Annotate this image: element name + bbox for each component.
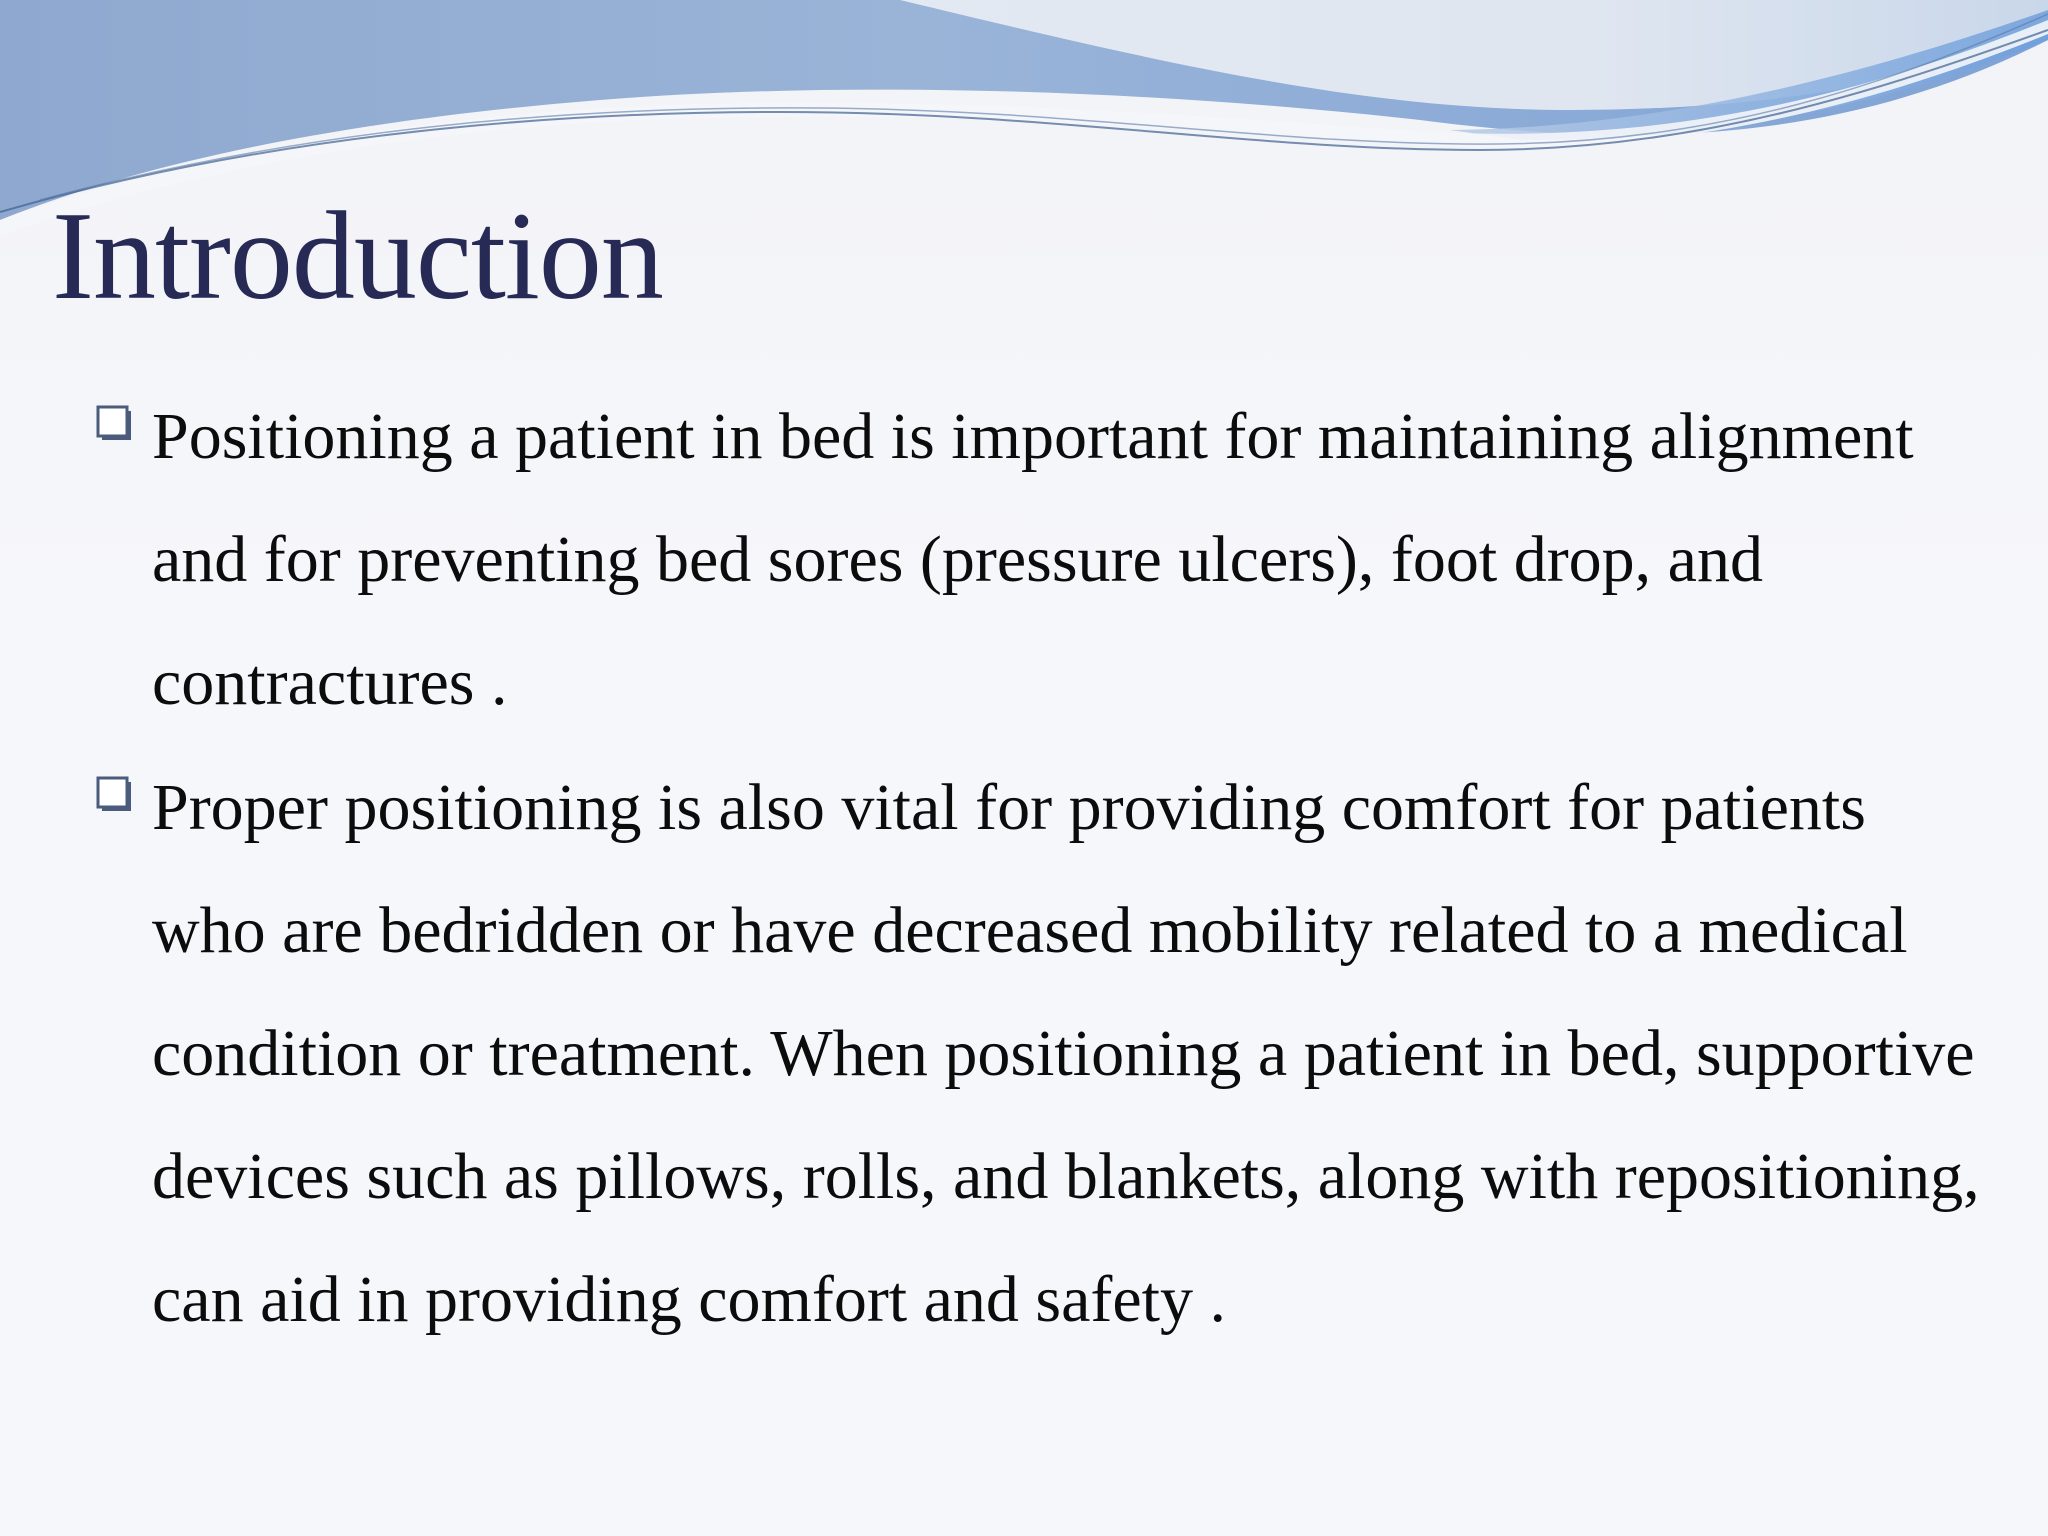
- checkbox-outline-icon: [96, 776, 132, 812]
- bullet-item: [92, 375, 1992, 744]
- bullet-item: [92, 746, 1992, 1361]
- bullet-text: Proper positioning is also vital for providing comfort for patients who are bedridden or have decreased mobility related to a medical condition or treatment. When positioning a patient in bed, supportive devices such as pillows, rolls, and blankets, along with repositioning, can aid in providing comfort and safety .: [152, 771, 1980, 1336]
- bullet-text: Positioning a patient in bed is important for maintaining alignment and for preventing bed sores (pressure ulcers), foot drop, and contractures .: [152, 400, 1914, 719]
- slide-title: Introduction: [52, 187, 663, 326]
- checkbox-outline-icon: [96, 405, 132, 441]
- bullet-list: [92, 375, 1992, 1361]
